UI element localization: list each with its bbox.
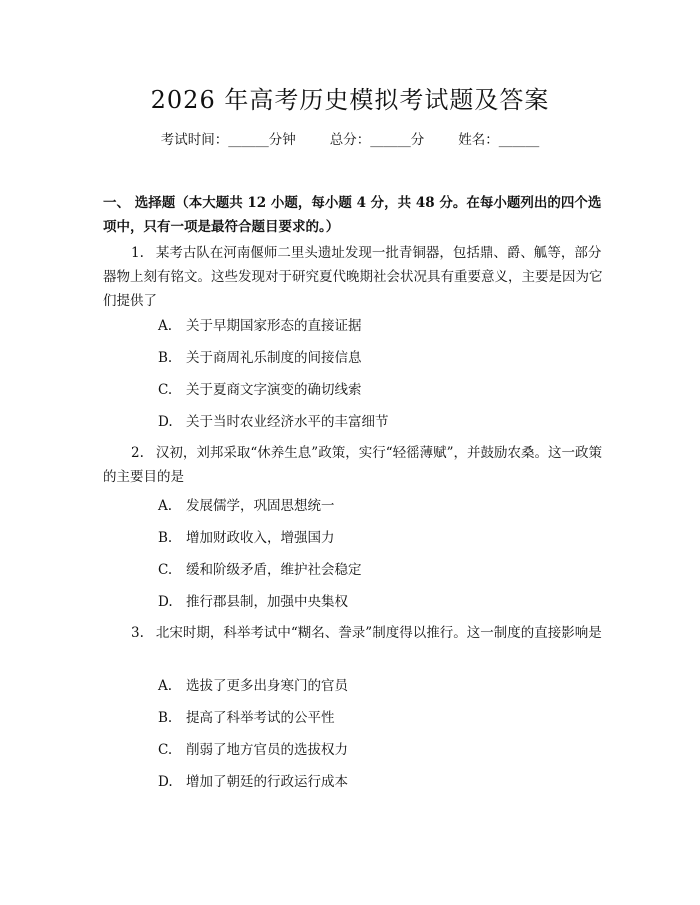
question-number: 1. bbox=[131, 245, 144, 261]
question-text: 某考古队在河南偃师二里头遗址发现一批青铜器，包括鼎、爵、觚等，部分器物上刻有铭文。这些发现对于研究夏代晚期社会状况具有重要意义，主要是因为它们提供了 bbox=[103, 245, 603, 309]
option-text: 增加了朝廷的行政运行成本 bbox=[186, 774, 348, 790]
question-1-option-c bbox=[158, 380, 578, 400]
question-1-option-a bbox=[158, 316, 578, 336]
option-text: 发展儒学，巩固思想统一 bbox=[186, 498, 335, 514]
question-2-option-a bbox=[158, 496, 578, 516]
option-text: 关于商周礼乐制度的间接信息 bbox=[186, 350, 362, 366]
option-letter: A. bbox=[158, 498, 173, 514]
option-letter: B. bbox=[158, 350, 173, 366]
question-2-option-b bbox=[158, 528, 578, 548]
option-letter: D. bbox=[158, 594, 173, 610]
question-1-option-b bbox=[158, 348, 578, 368]
option-text: 缓和阶级矛盾，维护社会稳定 bbox=[186, 562, 362, 578]
option-text: 推行郡县制，加强中央集权 bbox=[186, 594, 348, 610]
total-score-field: 总分：______分 bbox=[329, 132, 425, 148]
option-letter: B. bbox=[158, 530, 173, 546]
question-text: 北宋时期，科举考试中“糊名、誊录”制度得以推行。这一制度的直接影响是 bbox=[155, 625, 602, 641]
option-text: 选拔了更多出身寒门的官员 bbox=[186, 678, 348, 694]
option-letter: C. bbox=[158, 562, 173, 578]
option-text: 关于早期国家形态的直接证据 bbox=[186, 318, 362, 334]
question-number: 3. bbox=[131, 625, 144, 641]
page-title: 2026 年高考历史模拟考试题及答案 bbox=[150, 86, 550, 114]
option-letter: D. bbox=[158, 414, 173, 430]
question-3-option-a bbox=[158, 676, 578, 696]
question-2 bbox=[103, 441, 603, 489]
option-letter: A. bbox=[158, 678, 173, 694]
question-number: 2. bbox=[131, 445, 144, 461]
option-text: 关于夏商文字演变的确切线索 bbox=[186, 382, 362, 398]
option-letter: C. bbox=[158, 382, 173, 398]
question-1-option-d bbox=[158, 412, 578, 432]
option-text: 提高了科举考试的公平性 bbox=[186, 710, 335, 726]
question-2-option-d bbox=[158, 592, 578, 612]
question-1 bbox=[103, 241, 603, 313]
exam-info-line bbox=[0, 131, 700, 149]
exam-time-field: 考试时间：______分钟 bbox=[160, 132, 296, 148]
option-letter: D. bbox=[158, 774, 173, 790]
option-text: 关于当时农业经济水平的丰富细节 bbox=[186, 414, 389, 430]
option-letter: C. bbox=[158, 742, 173, 758]
option-letter: B. bbox=[158, 710, 173, 726]
section-heading: 一、 选择题（本大题共 12 小题，每小题 4 分，共 48 分。在每小题列出的四个选项中，只有一项是最符合题目要求的。） bbox=[103, 195, 602, 235]
question-2-option-c bbox=[158, 560, 578, 580]
option-text: 增加财政收入，增强国力 bbox=[186, 530, 335, 546]
option-text: 削弱了地方官员的选拔权力 bbox=[186, 742, 348, 758]
student-name-field: 姓名：______ bbox=[458, 132, 540, 148]
question-3-option-c bbox=[158, 740, 578, 760]
question-3 bbox=[103, 621, 603, 645]
question-3-option-b bbox=[158, 708, 578, 728]
option-letter: A. bbox=[158, 318, 173, 334]
question-text: 汉初，刘邦采取“休养生息”政策，实行“轻徭薄赋”，并鼓励农桑。这一政策的主要目的是 bbox=[103, 445, 602, 485]
question-3-option-d bbox=[158, 772, 578, 792]
